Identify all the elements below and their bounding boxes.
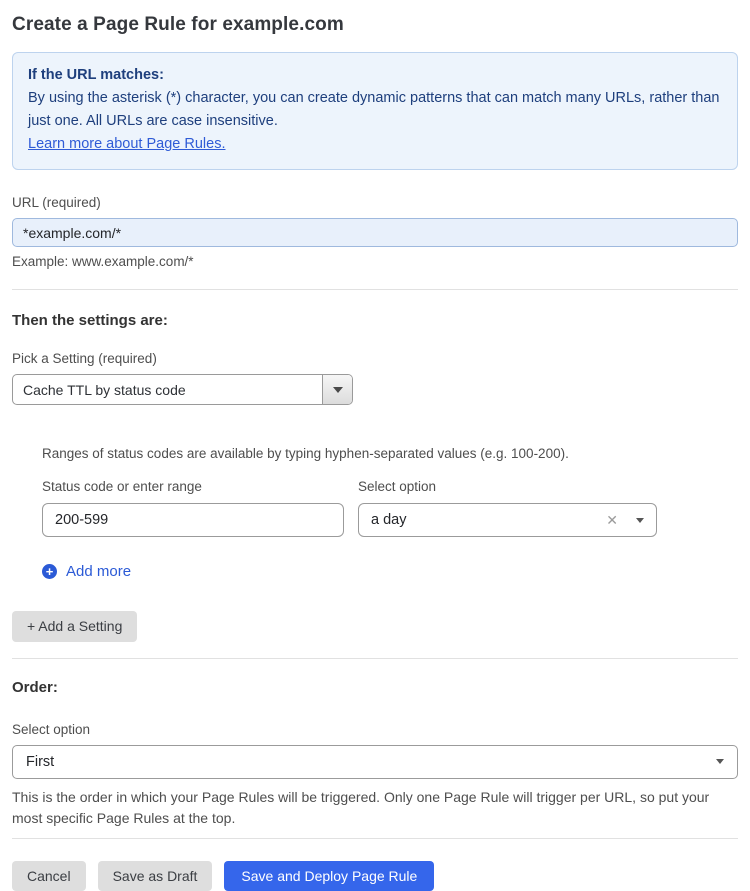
chevron-down-icon xyxy=(333,387,343,393)
cancel-button[interactable]: Cancel xyxy=(12,861,86,891)
pick-setting-dropdown-button[interactable] xyxy=(322,375,352,404)
section-divider xyxy=(12,838,738,839)
chevron-down-icon xyxy=(636,518,644,523)
url-matches-info-box xyxy=(12,52,738,170)
status-code-field-group xyxy=(42,478,344,537)
ttl-selected-value: a day xyxy=(371,512,407,528)
chevron-down-icon xyxy=(716,759,724,764)
pick-setting-label: Pick a Setting (required) xyxy=(12,351,157,366)
url-input[interactable] xyxy=(12,218,738,247)
add-more-link[interactable] xyxy=(42,563,131,580)
add-setting-button[interactable]: + Add a Setting xyxy=(12,611,137,642)
form-actions xyxy=(12,861,738,891)
url-section xyxy=(12,194,738,269)
status-code-row xyxy=(42,478,738,537)
order-select[interactable] xyxy=(12,745,738,779)
section-divider xyxy=(12,289,738,290)
order-section-heading: Order: xyxy=(12,678,58,696)
status-code-input[interactable] xyxy=(42,503,344,537)
plus-circle-icon: + xyxy=(42,564,57,579)
status-code-label: Status code or enter range xyxy=(42,479,202,494)
info-box-body: By using the asterisk (*) character, you can create dynamic patterns that can match many URLs, rather than just one. All URLs are case insensitive. xyxy=(28,90,720,129)
settings-section-heading: Then the settings are: xyxy=(12,312,168,329)
ttl-select[interactable] xyxy=(358,503,657,537)
add-more-label: Add more xyxy=(66,563,132,580)
ttl-select-group xyxy=(358,478,657,537)
clear-selection-icon[interactable]: ✕ xyxy=(606,512,618,528)
page-title: Create a Page Rule for example.com xyxy=(12,14,344,35)
info-box-heading: If the URL matches: xyxy=(28,67,164,83)
section-divider xyxy=(12,658,738,659)
url-field-label: URL (required) xyxy=(12,195,101,210)
order-selected-value: First xyxy=(26,753,55,770)
ttl-select-label: Select option xyxy=(358,479,437,494)
status-code-settings-group xyxy=(42,446,738,581)
pick-setting-select[interactable] xyxy=(12,374,353,405)
save-as-draft-button[interactable]: Save as Draft xyxy=(98,861,213,891)
order-helper-text: This is the order in which your Page Rules will be triggered. Only one Page Rule will trigger per URL, so put your most specific Page Rules at the top. xyxy=(12,788,710,826)
url-example-helper: Example: www.example.com/* xyxy=(12,254,194,269)
save-and-deploy-button[interactable]: Save and Deploy Page Rule xyxy=(224,861,434,891)
ranges-note: Ranges of status codes are available by typing hyphen-separated values (e.g. 100-200). xyxy=(42,446,569,461)
pick-setting-selected-value: Cache TTL by status code xyxy=(23,381,186,398)
order-select-label: Select option xyxy=(12,721,91,737)
learn-more-link[interactable]: Learn more about Page Rules. xyxy=(28,136,226,152)
